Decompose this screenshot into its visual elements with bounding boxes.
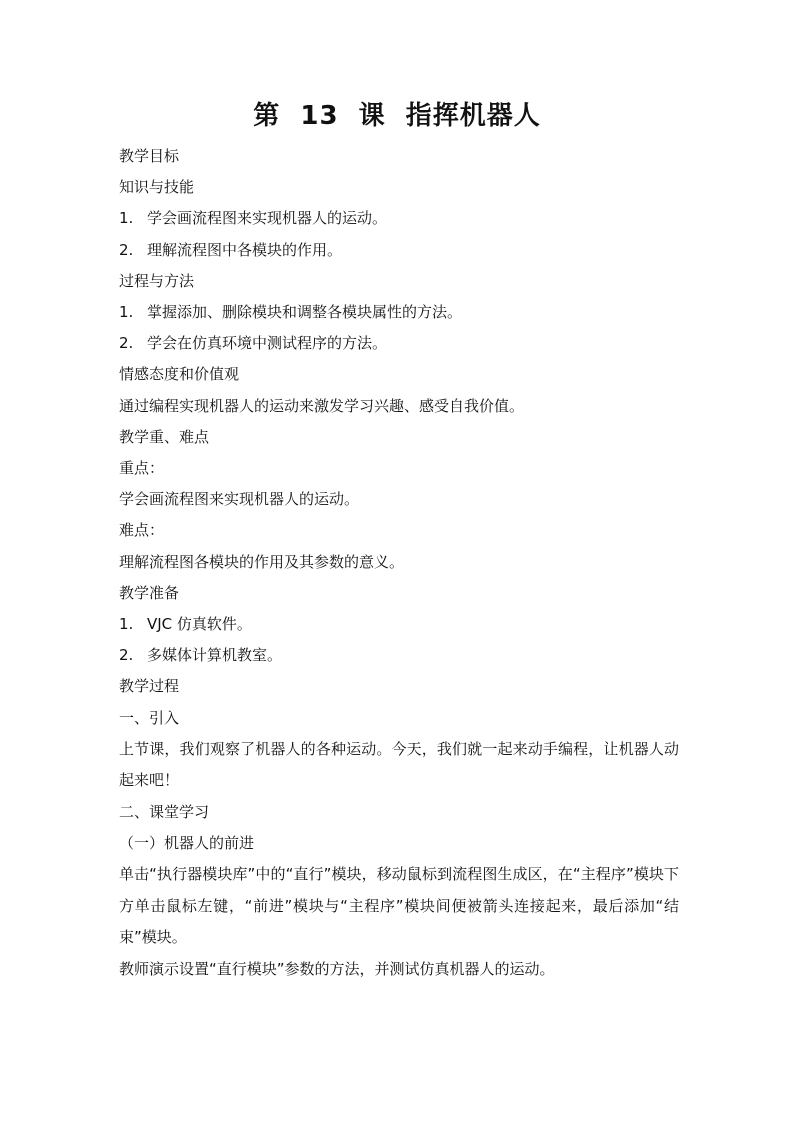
- list-number: 2.: [119, 334, 134, 353]
- key-label: 重点：: [119, 459, 165, 478]
- list-item-text: VJC 仿真软件。: [147, 615, 252, 634]
- difficult-label: 难点：: [119, 521, 165, 540]
- process-item: [119, 297, 679, 328]
- key-text: 学会画流程图来实现机器人的运动。: [119, 490, 360, 509]
- list-number: 2.: [119, 646, 134, 665]
- list-item-text: 多媒体计算机教室。: [147, 646, 283, 665]
- emotion-heading: 情感态度和价值观: [119, 365, 240, 384]
- procedure-heading: 教学过程: [119, 677, 180, 696]
- knowledge-heading: 知识与技能: [119, 178, 195, 197]
- process-item: [119, 328, 679, 359]
- prep-heading: 教学准备: [119, 583, 180, 602]
- intro-heading: 一、引入: [119, 708, 180, 727]
- lesson-body: [119, 141, 679, 985]
- lesson-title: 第 13 课 指挥机器人: [253, 101, 541, 131]
- knowledge-item: [119, 235, 679, 266]
- list-item-text: 学会在仿真环境中测试程序的方法。: [147, 334, 388, 353]
- intro-paragraph: 上节课，我们观察了机器人的各种运动。今天，我们就一起来动手编程，让机器人动起来吧！: [119, 739, 679, 790]
- prep-item: [119, 609, 679, 640]
- goals-heading: 教学目标: [119, 147, 180, 165]
- difficult-text: 理解流程图各模块的作用及其参数的意义。: [119, 552, 405, 571]
- prep-item: [119, 640, 679, 671]
- sub-heading: （一）机器人的前进: [119, 834, 255, 853]
- demo-text: 教师演示设置“直行模块”参数的方法，并测试仿真机器人的运动。: [119, 959, 555, 978]
- emotion-text: 通过编程实现机器人的运动来激发学习兴趣、感受自我价值。: [119, 396, 525, 415]
- process-heading: 过程与方法: [119, 271, 195, 290]
- list-item-text: 掌握添加、删除模块和调整各模块属性的方法。: [147, 303, 463, 322]
- knowledge-item: [119, 203, 679, 234]
- list-item-text: 学会画流程图来实现机器人的运动。: [147, 209, 388, 228]
- list-number: 1.: [119, 209, 134, 228]
- list-number: 1.: [119, 615, 134, 634]
- list-number: 1.: [119, 303, 134, 322]
- key-heading: 教学重、难点: [119, 427, 210, 446]
- class-heading: 二、课堂学习: [119, 802, 210, 821]
- list-number: 2.: [119, 240, 134, 259]
- step-paragraph: 单击“执行器模块库”中的“直行”模块，移动鼠标到流程图生成区，在“主程序”模块下方单击鼠标左键，“前进”模块与“主程序”模块间便被箭头连接起来，最后添加“结束”模块。: [119, 865, 679, 947]
- list-item-text: 理解流程图中各模块的作用。: [147, 240, 343, 259]
